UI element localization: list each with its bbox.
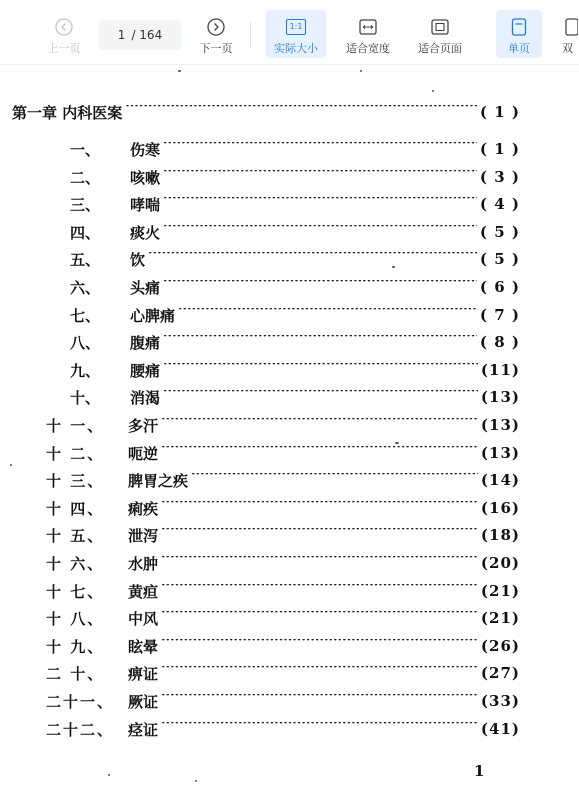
document-page xyxy=(0,64,579,788)
toc-entry-row[interactable] xyxy=(46,606,520,630)
scan-speck xyxy=(108,774,110,776)
scan-speck xyxy=(178,70,181,72)
single-page-label: 单页 xyxy=(508,42,530,55)
toc-chapter-row[interactable] xyxy=(12,100,520,124)
toc-leader-dots xyxy=(163,170,477,184)
toc-entry-number: 十 四、 xyxy=(46,499,105,518)
toc-entry-page: ( 6 ) xyxy=(479,278,520,296)
toc-leader-dots xyxy=(161,611,478,625)
scan-speck xyxy=(10,464,12,466)
toc-entry-number: 二、 xyxy=(70,168,101,187)
toc-entry-row[interactable] xyxy=(70,385,520,409)
toc-entry-page: (16) xyxy=(480,499,520,517)
toc-entry-row[interactable] xyxy=(70,247,520,271)
total-pages: / 164 xyxy=(131,28,163,42)
toc-entry-number: 十 二、 xyxy=(46,444,105,463)
toc-entry-title: 腰痛 xyxy=(130,361,161,380)
pdf-toolbar xyxy=(0,0,579,65)
toc-entry-number: 十 八、 xyxy=(46,609,105,628)
toc-entry-title: 黄疸 xyxy=(128,582,159,601)
toc-entry-page: (26) xyxy=(480,637,520,655)
toc-entry-number: 四、 xyxy=(70,223,101,242)
toc-entry-page: (41) xyxy=(480,720,520,738)
toc-entry-row[interactable] xyxy=(46,661,520,685)
toc-entry-number: 五、 xyxy=(70,250,101,269)
toc-entry-number: 十 一、 xyxy=(46,416,105,435)
toc-leader-dots xyxy=(161,666,478,680)
toc-entry-title: 哮喘 xyxy=(130,195,161,214)
toc-leader-dots xyxy=(161,556,478,570)
actual-size-icon: 1:1 xyxy=(286,16,306,38)
double-page-label: 双 xyxy=(562,42,573,55)
toc-entry-number: 六、 xyxy=(70,278,101,297)
toc-entry-row[interactable] xyxy=(70,330,520,354)
fit-width-button[interactable] xyxy=(338,10,398,58)
chevron-left-circle-icon xyxy=(55,16,73,38)
toc-entry-number: 二十一、 xyxy=(46,692,115,711)
toc-entry-row[interactable] xyxy=(46,468,520,492)
scan-speck xyxy=(392,266,395,268)
toc-leader-dots xyxy=(161,528,478,542)
actual-size-button[interactable] xyxy=(266,10,326,58)
toc-entry-row[interactable] xyxy=(46,413,520,437)
toc-leader-dots xyxy=(161,584,478,598)
toc-leader-dots xyxy=(161,722,478,736)
toc-entry-page: (33) xyxy=(480,692,520,710)
toc-chapter-page: ( 1 ) xyxy=(479,103,520,121)
toc-leader-dots xyxy=(163,390,478,404)
toc-entry-title: 眩晕 xyxy=(128,637,159,656)
toc-entry-title: 泄泻 xyxy=(128,526,159,545)
fit-width-label: 适合宽度 xyxy=(346,42,390,55)
toc-entry-title: 饮 xyxy=(130,250,146,269)
single-page-button[interactable] xyxy=(496,10,542,58)
toc-entry-row[interactable] xyxy=(70,358,520,382)
toc-entry-title: 痢疾 xyxy=(128,499,159,518)
toc-entry-title: 心脾痛 xyxy=(130,306,176,325)
toc-entry-page: ( 1 ) xyxy=(479,140,520,158)
toc-leader-dots xyxy=(163,280,477,294)
toc-entry-page: ( 5 ) xyxy=(479,223,520,241)
chevron-right-circle-icon xyxy=(207,16,225,38)
toc-entry-page: ( 8 ) xyxy=(479,333,520,351)
toc-entry-row[interactable] xyxy=(70,275,520,299)
toc-entry-row[interactable] xyxy=(46,689,520,713)
page-indicator[interactable] xyxy=(99,20,181,50)
toc-entry-title: 咳嗽 xyxy=(130,168,161,187)
toc-entry-number: 十 九、 xyxy=(46,637,105,656)
single-page-icon xyxy=(511,16,527,38)
toc-entry-number: 二 十、 xyxy=(46,664,105,683)
toc-leader-dots xyxy=(163,197,477,211)
toc-entry-row[interactable] xyxy=(46,579,520,603)
toc-entry-number: 十 三、 xyxy=(46,471,105,490)
toc-entry-row[interactable] xyxy=(46,441,520,465)
toc-entry-page: (18) xyxy=(480,526,520,544)
toc-leader-dots xyxy=(191,473,478,487)
toc-leader-dots xyxy=(161,639,478,653)
toolbar-divider xyxy=(250,22,251,48)
next-page-label: 下一页 xyxy=(199,42,233,55)
toc-entry-number: 二十二、 xyxy=(46,720,115,739)
toc-entry-page: (27) xyxy=(480,664,520,682)
toc-entry-row[interactable] xyxy=(70,137,520,161)
toc-entry-title: 头痛 xyxy=(130,278,161,297)
scan-speck xyxy=(395,442,399,444)
toc-entry-row[interactable] xyxy=(70,165,520,189)
toc-entry-page: (21) xyxy=(480,609,520,627)
toc-entry-page: (13) xyxy=(480,444,520,462)
toc-entry-page: (13) xyxy=(480,388,520,406)
toc-leader-dots xyxy=(161,418,478,432)
toc-entry-title: 多汗 xyxy=(128,416,159,435)
toc-leader-dots xyxy=(161,446,478,460)
toc-entry-title: 水肿 xyxy=(128,554,159,573)
fit-page-button[interactable] xyxy=(410,10,470,58)
toc-entry-page: (21) xyxy=(480,582,520,600)
page-footer-number: 1 xyxy=(474,762,485,780)
toc-entry-page: ( 7 ) xyxy=(479,306,520,324)
toc-entry-page: ( 3 ) xyxy=(479,168,520,186)
toc-entry-title: 厥证 xyxy=(128,692,159,711)
toc-entry-row[interactable] xyxy=(70,192,520,216)
toc-leader-dots xyxy=(163,335,477,349)
toc-leader-dots xyxy=(125,105,477,119)
toc-entry-row[interactable] xyxy=(46,634,520,658)
toc-entry-number: 九、 xyxy=(70,361,101,380)
toc-entry-title: 痰火 xyxy=(130,223,161,242)
toc-entry-title: 伤寒 xyxy=(130,140,161,159)
toc-entry-number: 八、 xyxy=(70,333,101,352)
toc-entry-number: 七、 xyxy=(70,306,101,325)
toc-leader-dots xyxy=(161,501,478,515)
toc-leader-dots xyxy=(163,225,477,239)
toc-leader-dots xyxy=(163,363,478,377)
current-page-input[interactable]: 1 xyxy=(117,28,126,42)
toc-entry-number: 三、 xyxy=(70,195,101,214)
toc-entry-row[interactable] xyxy=(70,220,520,244)
toc-entry-page: ( 5 ) xyxy=(479,250,520,268)
scan-speck xyxy=(360,70,362,72)
prev-page-label: 上一页 xyxy=(47,42,81,55)
toc-entry-title: 呃逆 xyxy=(128,444,159,463)
scan-speck xyxy=(432,90,434,92)
fit-page-label: 适合页面 xyxy=(418,42,462,55)
double-page-icon xyxy=(562,16,578,38)
toc-entry-title: 腹痛 xyxy=(130,333,161,352)
toc-entry-row[interactable] xyxy=(46,551,520,575)
toc-entry-row[interactable] xyxy=(46,523,520,547)
toc-entry-title: 痹证 xyxy=(128,664,159,683)
toc-entry-number: 十 六、 xyxy=(46,554,105,573)
toc-leader-dots xyxy=(178,308,477,322)
toc-entry-page: (20) xyxy=(480,554,520,572)
prev-page-button[interactable] xyxy=(40,10,88,58)
toc-entry-title: 消渴 xyxy=(130,388,161,407)
fit-width-icon xyxy=(359,16,377,38)
toc-entry-row[interactable] xyxy=(46,496,520,520)
toc-entry-number: 十 五、 xyxy=(46,526,105,545)
scan-speck xyxy=(195,780,197,782)
toc-entry-page: (11) xyxy=(480,361,520,379)
toc-entry-page: ( 4 ) xyxy=(479,195,520,213)
toc-leader-dots xyxy=(161,694,478,708)
actual-size-label: 实际大小 xyxy=(274,42,318,55)
toc-leader-dots xyxy=(163,142,477,156)
toc-entry-number: 十、 xyxy=(70,388,101,407)
next-page-button[interactable] xyxy=(192,10,240,58)
toc-entry-number: 十 七、 xyxy=(46,582,105,601)
fit-page-icon xyxy=(431,16,449,38)
toc-entry-row[interactable] xyxy=(70,303,520,327)
toc-chapter-title: 第一章 内科医案 xyxy=(12,103,123,122)
toc-entry-title: 中风 xyxy=(128,609,159,628)
toc-entry-page: (14) xyxy=(480,471,520,489)
double-page-button[interactable] xyxy=(562,10,579,58)
toc-entry-row[interactable] xyxy=(46,717,520,741)
toc-leader-dots xyxy=(148,252,477,266)
toc-entry-title: 痉证 xyxy=(128,720,159,739)
toc-entry-number: 一、 xyxy=(70,140,101,159)
toc-entry-page: (13) xyxy=(480,416,520,434)
toc-entry-title: 脾胃之疾 xyxy=(128,471,189,490)
